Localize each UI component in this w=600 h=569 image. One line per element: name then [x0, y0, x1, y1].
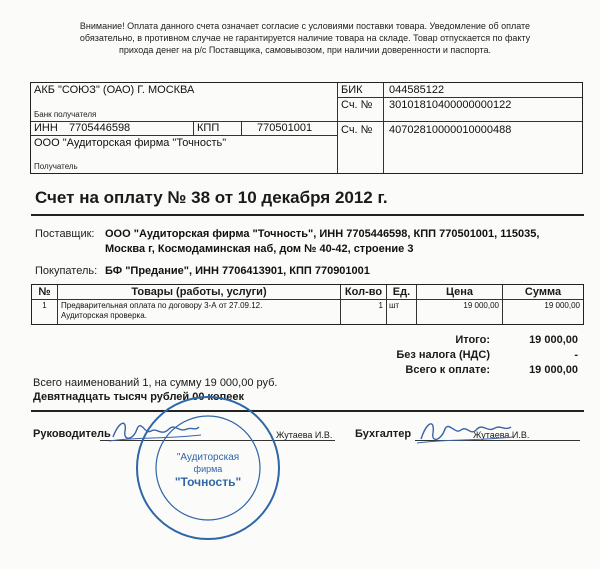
bank-details-table — [30, 82, 583, 174]
row-sum: 19 000,00 — [544, 301, 580, 310]
column-header-qty: Кол-во — [344, 286, 383, 298]
amount-due-value: 19 000,00 — [529, 364, 578, 376]
divider — [337, 97, 582, 98]
supplier-line: Москва г, Космодаминская наб, дом № 40-42, строение 3 — [105, 243, 414, 255]
column-header-unit: Ед. — [392, 286, 411, 298]
column-header-sum: Сумма — [524, 286, 562, 298]
amount-in-words: Девятнадцать тысяч рублей 00 копеек — [33, 391, 244, 403]
column-header-num: № — [38, 286, 51, 298]
buyer-label: Покупатель: — [35, 265, 98, 277]
notice-line: прихода денег на р/с Поставщика, самовывозом, при наличии доверенности и паспорта. — [118, 45, 492, 55]
stamp-line: фирма — [193, 464, 223, 474]
account-value: 40702810000010000488 — [389, 124, 512, 136]
items-count-line: Всего наименований 1, на сумму 19 000,00 руб. — [33, 377, 278, 389]
accountant-signature-name: Жутаева И.В. — [473, 430, 530, 440]
corr-account-value: 30101810400000000122 — [389, 99, 512, 111]
company-stamp — [133, 393, 283, 543]
notice-line: обязательно, в противном случае не гарантируется наличие товара на складе. Товар отпускается по факту — [79, 33, 531, 43]
corr-account-label: Сч. № — [341, 99, 373, 111]
head-signature-label: Руководитель — [33, 428, 111, 440]
column-header-price: Цена — [445, 286, 474, 298]
account-label: Сч. № — [341, 124, 373, 136]
inn-value: 7705446598 — [69, 122, 131, 134]
vat-value: - — [574, 349, 578, 361]
payment-notice — [60, 20, 550, 56]
accountant-handwritten-signature — [415, 415, 515, 450]
kpp-label: КПП — [197, 122, 220, 134]
stamp-line: "Точность" — [174, 475, 242, 489]
goods-table — [31, 284, 584, 325]
notice-line: Внимание! Оплата данного счета означает согласие с условиями поставки товара. Уведомление об оплате — [79, 21, 531, 31]
row-qty: 1 — [378, 301, 383, 310]
bank-caption: Банк получателя — [34, 110, 97, 119]
title-underline — [31, 214, 584, 216]
bik-value: 044585122 — [389, 84, 445, 96]
divider — [32, 299, 583, 300]
row-unit: шт — [389, 301, 400, 310]
recipient-name: ООО "Аудиторская фирма "Точность" — [34, 137, 227, 149]
divider — [31, 135, 337, 136]
head-signature-name: Жутаева И.В. — [276, 430, 333, 440]
invoice-title: Счет на оплату № 38 от 10 декабря 2012 г. — [35, 188, 388, 207]
divider — [337, 121, 582, 122]
supplier-line: ООО "Аудиторская фирма "Точность", ИНН 7705446598, КПП 770501001, 115035, — [105, 228, 540, 240]
kpp-value: 770501001 — [257, 122, 313, 134]
row-num: 1 — [42, 301, 47, 310]
row-price: 19 000,00 — [463, 301, 499, 310]
divider — [193, 121, 194, 135]
bik-label: БИК — [341, 84, 363, 96]
total-label: Итого: — [455, 334, 490, 346]
inn-label: ИНН — [34, 122, 58, 134]
goods-name-line: Предварительная оплата по договору 3-А от 27.09.12. — [61, 301, 263, 310]
divider — [241, 121, 242, 135]
supplier-value — [105, 227, 585, 257]
supplier-label: Поставщик: — [35, 228, 95, 240]
goods-name-line: Аудиторская проверка. — [61, 311, 147, 320]
summary-underline — [31, 410, 584, 412]
vat-label: Без налога (НДС) — [396, 349, 490, 361]
bank-name: АКБ "СОЮЗ" (ОАО) Г. МОСКВА — [34, 84, 195, 96]
buyer-value: БФ "Предание", ИНН 7706413901, КПП 770901001 — [105, 265, 370, 277]
recipient-caption: Получатель — [34, 162, 78, 171]
column-header-goods: Товары (работы, услуги) — [131, 286, 267, 298]
stamp-line: "Аудиторская — [176, 452, 240, 463]
row-goods-name — [61, 301, 339, 321]
total-value: 19 000,00 — [529, 334, 578, 346]
accountant-signature-label: Бухгалтер — [355, 428, 412, 440]
amount-due-label: Всего к оплате: — [405, 364, 490, 376]
